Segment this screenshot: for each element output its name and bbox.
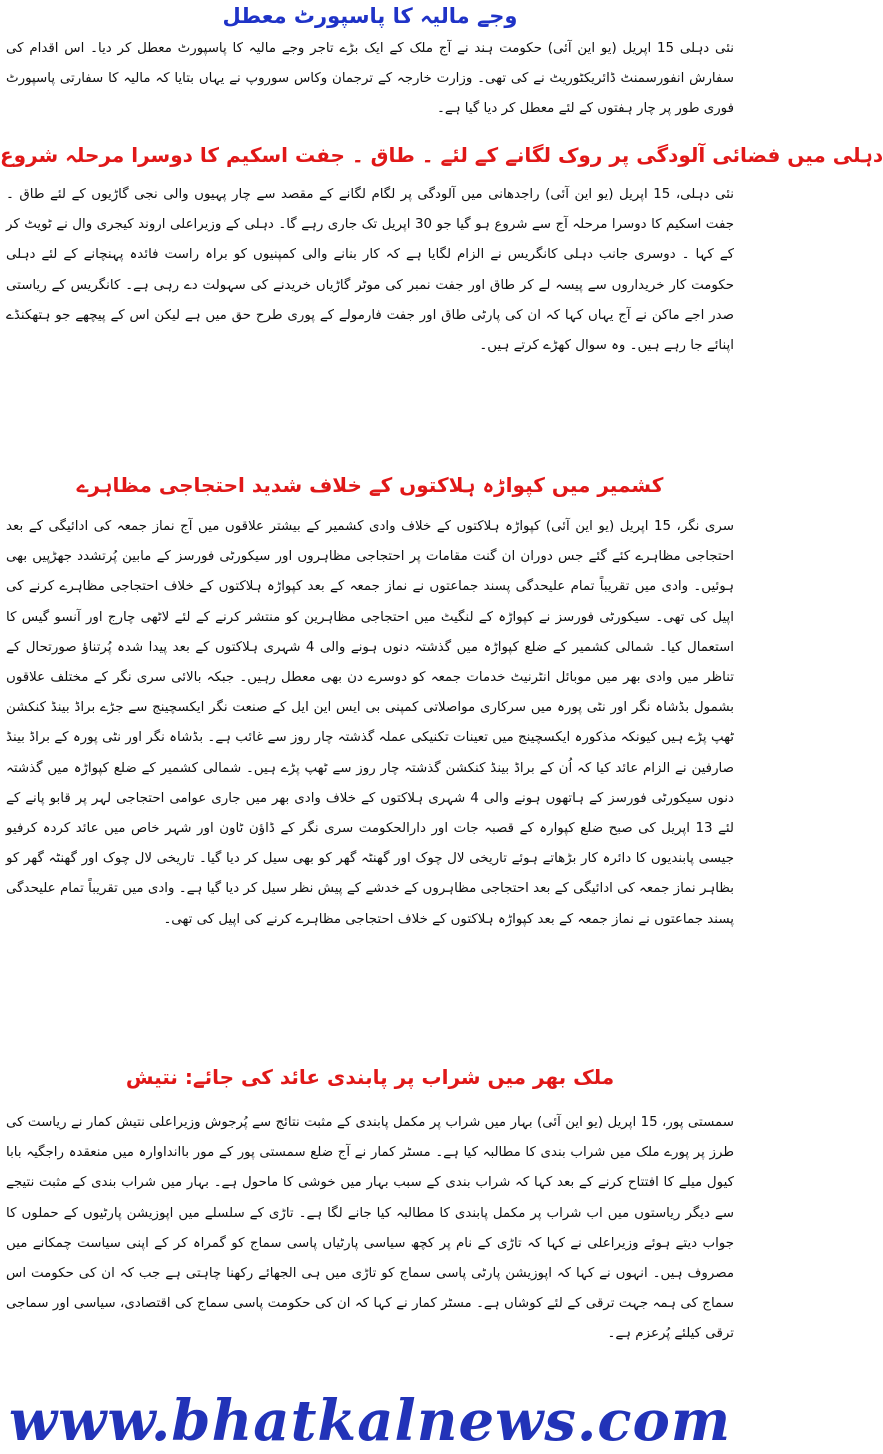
headline-liquor-ban: ملک بھر میں شراب پر پابندی عائد کی جائے: نتیش [125, 1065, 615, 1089]
article-body-liquor-ban: سمستی پور، 15 اپریل (یو این آئی) بہار میں شراب پر مکمل پابندی کے مثبت نتائج سے پُرجوش وزیراعلی نتیش کمار نے ریاست کی طرز پر پورے ملک میں شراب بندی کا مطالبہ کیا ہے۔ مسٹر کمار نے آج ضلع سمستی پور کے مور باانداوارہ میں منعقدہ راجگیہ بابا کیول میلے کا افتتاح کرنے کے بعد کہا کہ شراب بندی کے سبب بہار میں خوشی کا ماحول ہے۔ بہار میں شراب بندی کے مثبت نتیجے سے دیگر ریاستوں میں اب شراب پر مکمل پابندی کا مطالبہ کیا جانے لگا ہے۔ تاڑی کے سلسلے میں اپوزیشن پارٹیوں کے حملوں کا جواب دیتے ہوئے وزیراعلی نے کہا کہ تاڑی کے نام پر کچھ سیاسی پارٹیاں پاسی سماج کو گمراہ کر کے اپنی سیاست چمکانے میں مصروف ہیں۔ انہوں نے کہا کہ اپوزیشن پارٹی پاسی سماج کو تاڑی میں ہی الجھائے رکھنا چاہتی ہے جب کہ ان کی حکومت اس سماج کی ہمہ جہت ترقی کے لئے کوشاں ہے۔ مسٹر کمار نے کہا کہ ان کی حکومت پاسی سماج کی اقتصادی، سیاسی اور سماجی ترقی کیلئے پُرعزم ہے۔ [6, 1115, 734, 1342]
headline-kashmir-protests: کشمیر میں کپواڑہ ہلاکتوں کے خلاف شدید احتجاجی مظاہرے [76, 473, 664, 497]
article-body-kashmir-protests: سری نگر، 15 اپریل (یو این آئی) کپواڑہ ہلاکتوں کے خلاف وادی کشمیر کے بیشتر علاقوں میں آج نماز جمعہ کی ادائیگی کے بعد احتجاجی مظاہرے کئے گئے جس دوران ان گنت مقامات پر احتجاجی مظاہروں اور سیکورٹی فورسز کے مابین پُرتشدد جھڑپیں بھی ہوئیں۔ وادی میں تقریباً تمام علیحدگی پسند جماعتوں نے نماز جمعہ کے بعد کپواڑہ ہلاکتوں کے خلاف احتجاجی مظاہرے کرنے کی اپیل کی تھی۔ سیکورٹی فورسز نے کپواڑہ کے لنگیٹ میں احتجاجی مظاہرین کو منتشر کرنے کے لئے لاٹھی چارج اور آنسو گیس کا استعمال کیا۔ شمالی کشمیر کے ضلع کپواڑہ میں گذشتہ دنوں ہونے والی 4 شہری ہلاکتوں کے بعد پیدا شدہ پُرتناؤ صورتحال کے تناظر میں وادی بھر میں موبائل انٹرنیٹ خدمات جمعہ کو دوسرے دن بھی معطل رہیں۔ جبکہ بالائی سری نگر کے مختلف علاقوں بشمول بڈشاہ نگر اور نٹی پورہ میں سرکاری مواصلاتی کمپنی بی ایس این ایل کے صنعت نگر ایکسچینج سے جڑے براڈ بینڈ کنکشن ٹھپ پڑے ہیں کیونکہ مذکورہ ایکسچینج میں تعینات تکنیکی عملہ گذشتہ چار روز سے غائب ہے۔ بڈشاہ نگر اور نٹی پورہ کے براڈ بینڈ صارفین نے الزام عائد کیا کہ اُن کے براڈ بینڈ کنکشن گذشتہ چار روز سے ٹھپ پڑے ہیں۔ شمالی کشمیر کے ضلع کپواڑہ میں گذشتہ دنوں سیکورٹی فورسز کے ہاتھوں ہونے والی 4 شہری ہلاکتوں کے خلاف وادی بھر میں جاری عوامی احتجاجی لہر پر قابو پانے کے لئے 13 اپریل کی صبح ضلع کپوارہ کے قصبہ جات اور دارالحکومت سری نگر کے ڈاؤن ٹاون اور شہر خاص میں عائد کردہ کرفیو جیسی پابندیوں کا دائرہ کار بڑھاتے ہوئے تاریخی لال چوک اور گھنٹہ گھر کو بھی سیل کر دیا گیا۔ تاریخی لال چوک اور گھنٹہ گھر کو بظاہر نماز جمعہ کی ادائیگی کے بعد احتجاجی مظاہروں کے خدشے کے پیش نظر سیل کر دیا گیا ہے۔ وادی میں تقریباً تمام علیحدگی پسند جماعتوں نے نماز جمعہ کے بعد کپواڑہ ہلاکتوں کے خلاف احتجاجی مظاہرے کرنے کی اپیل کی تھی۔ [6, 519, 735, 927]
headline-mallya-passport: وجے مالیہ کا پاسپورٹ معطل [222, 4, 518, 28]
article-body-delhi-odd-even: نئی دہلی، 15 اپریل (یو این آئی) راجدھانی میں آلودگی پر لگام لگانے کے مقصد سے چار پہیوں والی نجی گاڑیوں کے لئے طاق ۔ جفت اسکیم کا دوسرا مرحلہ آج سے شروع ہو گیا جو 30 اپریل تک جاری رہے گا۔ دہلی کے وزیراعلی اروند کیجری وال نے ٹویٹ کر کے کہا ۔ دوسری جانب دہلی کانگریس نے الزام لگایا ہے کہ کار بنانے والی کمپنیوں کو براہ راست فائدہ پہنچانے کے لئے دہلی حکومت کار خریداروں سے پیسہ لے کر طاق اور جفت نمبر کی موٹر گاڑیاں خریدنے کی سہولت دے رہی ہے۔ کانگریس کے ریاستی صدر اجے ماکن نے آج یہاں کہا کہ ان کی پارٹی طاق اور جفت فارمولے کے پوری طرح حق میں ہے لیکن اس کے پیچھے جو ہتھکنڈے اپنائے جا رہے ہیں۔ وہ سوال کھڑے کرتے ہیں۔ [6, 187, 735, 354]
article-body-mallya-passport: نئی دہلی 15 اپریل (یو این آئی) حکومت ہند نے آج ملک کے ایک بڑے تاجر وجے مالیہ کا پاسپورٹ معطل کر دیا۔ اس اقدام کی سفارش انفورسمنٹ ڈائریکٹوریٹ نے کی تھی۔ وزارت خارجہ کے ترجمان وکاس سوروپ نے یہاں بتایا کہ مالیہ کا سفارتی پاسپورٹ فوری طور پر چار ہفتوں کے لئے معطل کر دیا گیا ہے۔ [6, 41, 734, 117]
site-watermark: www.bhatkalnews.com [8, 1388, 732, 1454]
headline-delhi-odd-even: دہلی میں فضائی آلودگی پر روک لگانے کے لئے ۔ طاق ۔ جفت اسکیم کا دوسرا مرحلہ شروع [0, 143, 883, 167]
